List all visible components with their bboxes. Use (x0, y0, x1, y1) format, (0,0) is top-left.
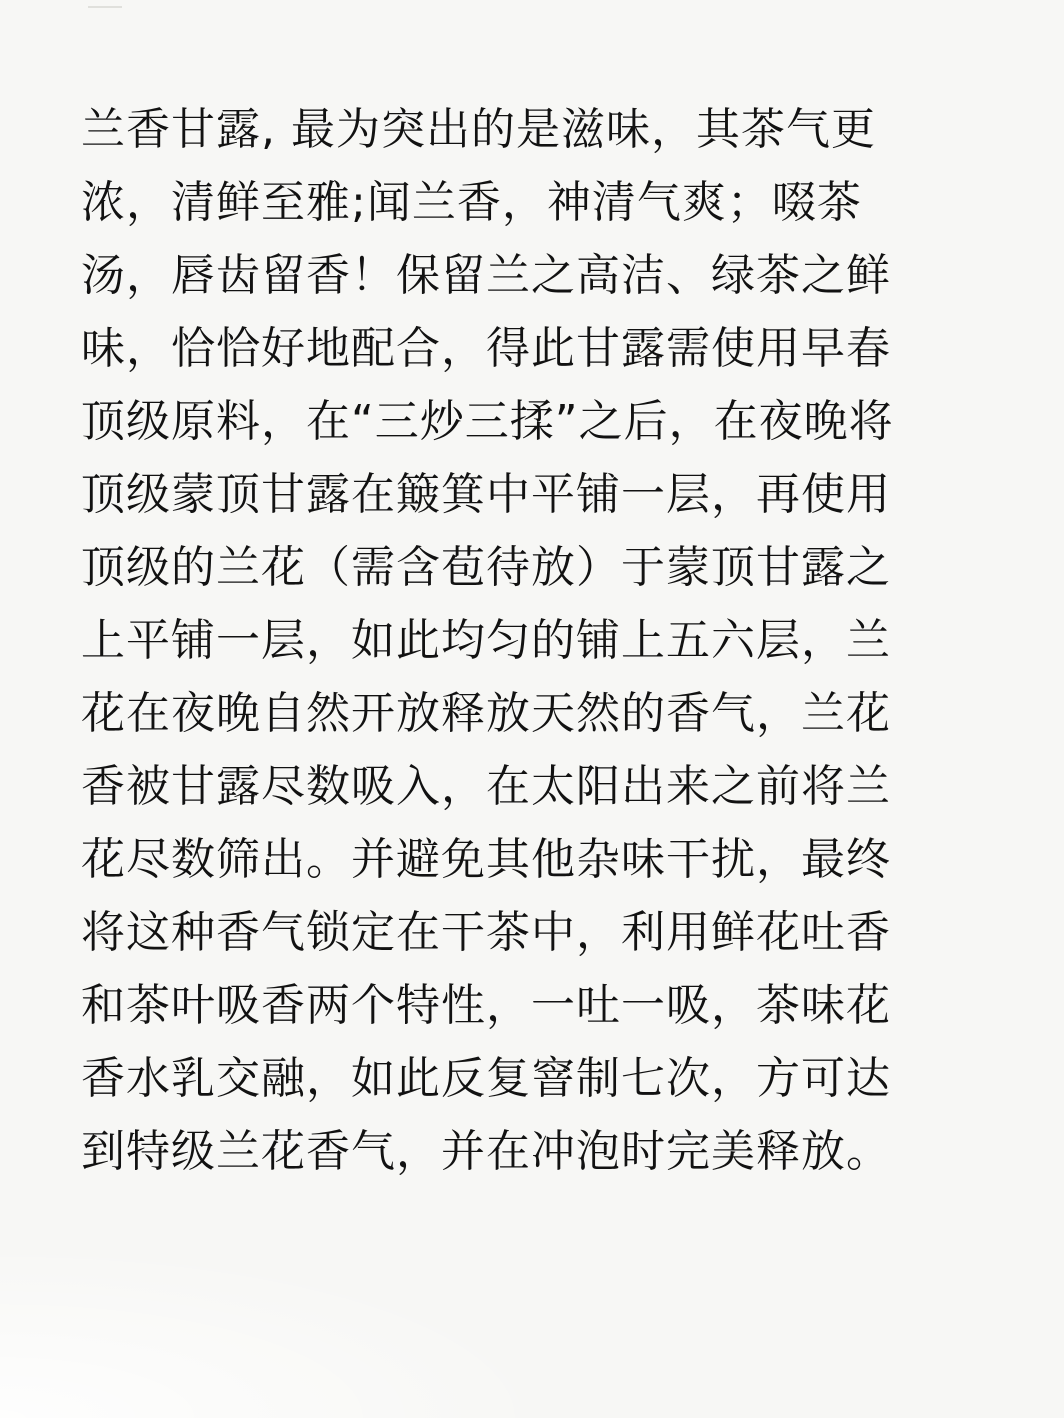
text-line-1: 兰香甘露, 最为突出的是滋味，其茶气更 (81, 104, 876, 155)
text-line-6: 顶级蒙顶甘露在簸箕中平铺一层，再使用 (81, 469, 891, 520)
text-line-2: 浓，清鲜至雅;闻兰香，神清气爽；啜茶 (81, 177, 862, 228)
top-edge-mark (88, 0, 122, 8)
text-line-7: 顶级的兰花（需含苞待放）于蒙顶甘露之 (81, 542, 891, 593)
article-body (81, 93, 981, 1188)
text-line-9: 花在夜晚自然开放释放天然的香气，兰花 (81, 688, 891, 739)
text-line-3: 汤，唇齿留香！保留兰之高洁、绿茶之鲜 (81, 250, 891, 301)
text-line-10: 香被甘露尽数吸入，在太阳出来之前将兰 (81, 761, 891, 812)
text-line-11: 花尽数筛出。并避免其他杂味干扰，最终 (81, 834, 891, 885)
text-line-4: 味，恰恰好地配合，得此甘露需使用早春 (81, 323, 891, 374)
text-line-14: 香水乳交融，如此反复窨制七次，方可达 (81, 1053, 891, 1104)
text-line-8: 上平铺一层，如此均匀的铺上五六层，兰 (81, 615, 891, 666)
bottom-light-glow (0, 1255, 520, 1418)
text-line-5: 顶级原料，在“三炒三揉”之后，在夜晚将 (81, 396, 894, 447)
text-line-15: 到特级兰花香气，并在冲泡时完美释放。 (81, 1126, 891, 1177)
text-line-12: 将这种香气锁定在干茶中，利用鲜花吐香 (81, 907, 891, 958)
text-line-13: 和茶叶吸香两个特性，一吐一吸，茶味花 (81, 980, 891, 1031)
